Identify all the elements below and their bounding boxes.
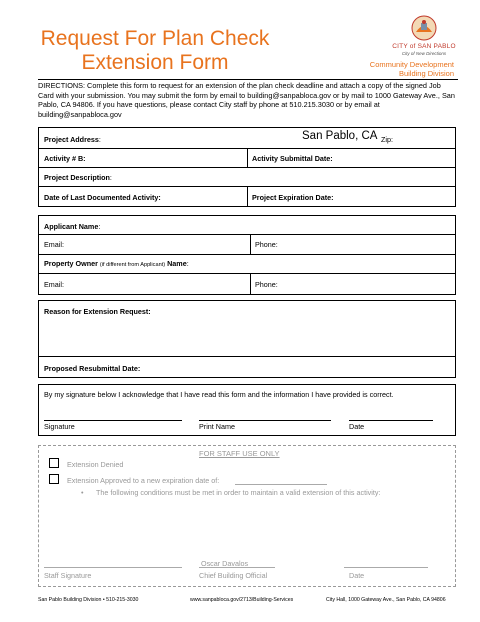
zip-label: Zip: xyxy=(381,135,393,144)
activity-label: Activity # B: xyxy=(44,154,86,163)
acknowledgement-section xyxy=(38,384,456,436)
conditions-text: The following conditions must be met in order to maintain a valid extension of this activity: xyxy=(96,488,381,497)
city-name: CITY of SAN PABLO xyxy=(392,43,456,50)
project-section xyxy=(38,127,456,207)
expiration-date-label: Project Expiration Date: xyxy=(252,193,334,202)
extension-denied-checkbox[interactable] xyxy=(49,458,59,468)
date-line[interactable] xyxy=(349,420,433,421)
owner-name-label: Name xyxy=(167,259,187,268)
official-title: Chief Building Official xyxy=(199,571,268,580)
staff-use-section xyxy=(38,445,456,587)
extension-approved-checkbox[interactable] xyxy=(49,474,59,484)
reason-section xyxy=(38,300,456,378)
last-activity-field[interactable] xyxy=(39,193,161,202)
expiration-date-field[interactable] xyxy=(247,193,333,202)
dept-line-2: Building Division xyxy=(398,69,454,78)
city-tagline: City of New Directions xyxy=(401,51,447,56)
reason-field[interactable] xyxy=(39,307,151,316)
submittal-date-label: Activity Submittal Date: xyxy=(252,154,333,163)
submittal-date-field[interactable] xyxy=(247,154,333,163)
staff-signature-label: Staff Signature xyxy=(44,571,92,580)
owner-name-field[interactable]: Property Owner (if different from Applicant) Name: xyxy=(44,259,189,268)
footer-right: City Hall, 1000 Gateway Ave., San Pablo, CA 94806 xyxy=(326,597,446,603)
staff-signature-line[interactable] xyxy=(44,567,182,568)
staff-use-heading: FOR STAFF USE ONLY xyxy=(199,449,280,458)
owner-email-field[interactable]: Email: xyxy=(44,280,64,289)
owner-note: (if different from Applicant) xyxy=(99,262,166,268)
official-name: Oscar Davalos xyxy=(201,559,249,568)
owner-label: Property Owner xyxy=(44,259,98,268)
acknowledgement-statement: By my signature below I acknowledge that I have read this form and the information I have provided is correct. xyxy=(44,390,394,399)
print-name-label: Print Name xyxy=(199,422,235,431)
activity-field[interactable] xyxy=(39,154,86,163)
dept-line-1: Community Development xyxy=(369,60,454,69)
applicant-name-label: Applicant Name xyxy=(44,222,99,231)
reason-label: Reason for Extension Request: xyxy=(44,307,151,316)
extension-denied-label: Extension Denied xyxy=(67,460,124,469)
city-value: San Pablo, CA xyxy=(302,130,378,142)
staff-date-line[interactable] xyxy=(344,567,428,568)
last-activity-label: Date of Last Documented Activity: xyxy=(44,193,161,202)
description-label: Project Description xyxy=(44,173,110,182)
extension-approved-label: Extension Approved to a new expiration date of: xyxy=(67,476,220,485)
form-title-line-2: Extension Form xyxy=(81,51,229,74)
resubmittal-date-field[interactable] xyxy=(39,364,140,373)
date-label: Date xyxy=(349,422,365,431)
applicant-phone-field[interactable]: Phone: xyxy=(255,240,278,249)
directions-text: DIRECTIONS: Complete this form to request for an extension of the plan check deadline and attach a copy of the signed Job Card with your submission. You may submit the form by email to building@sanpabloca.gov or by mail to 1000 Gateway Ave., San Pablo, CA 94806. If you have questions, please contact City staff by phone at 510.215.3030 or by email at building@sanpabloca.gov xyxy=(38,81,455,119)
project-address-label: Project Address xyxy=(44,135,99,144)
footer-left: San Pablo Building Division • 510-215-3030 xyxy=(38,597,139,603)
description-field[interactable]: Project Description: xyxy=(44,173,112,182)
form-title-line-1: Request For Plan Check xyxy=(40,27,270,50)
conditions-bullet: • xyxy=(81,488,84,497)
applicant-section xyxy=(38,215,456,295)
resubmittal-label: Proposed Resubmittal Date: xyxy=(44,364,141,373)
new-expiration-date-line[interactable] xyxy=(235,484,327,485)
print-name-line[interactable] xyxy=(199,420,331,421)
city-seal-icon xyxy=(390,14,458,44)
signature-line[interactable] xyxy=(44,420,182,421)
signature-label: Signature xyxy=(44,422,75,431)
staff-date-label: Date xyxy=(349,571,365,580)
footer-center[interactable]: www.sanpabloca.gov/2713/Building-Services xyxy=(190,597,294,603)
project-address-field[interactable]: Project Address: xyxy=(44,135,101,144)
applicant-email-field[interactable]: Email: xyxy=(44,240,64,249)
owner-phone-field[interactable]: Phone: xyxy=(255,280,278,289)
applicant-name-field[interactable]: Applicant Name: xyxy=(44,222,101,231)
header-rule xyxy=(38,79,458,80)
